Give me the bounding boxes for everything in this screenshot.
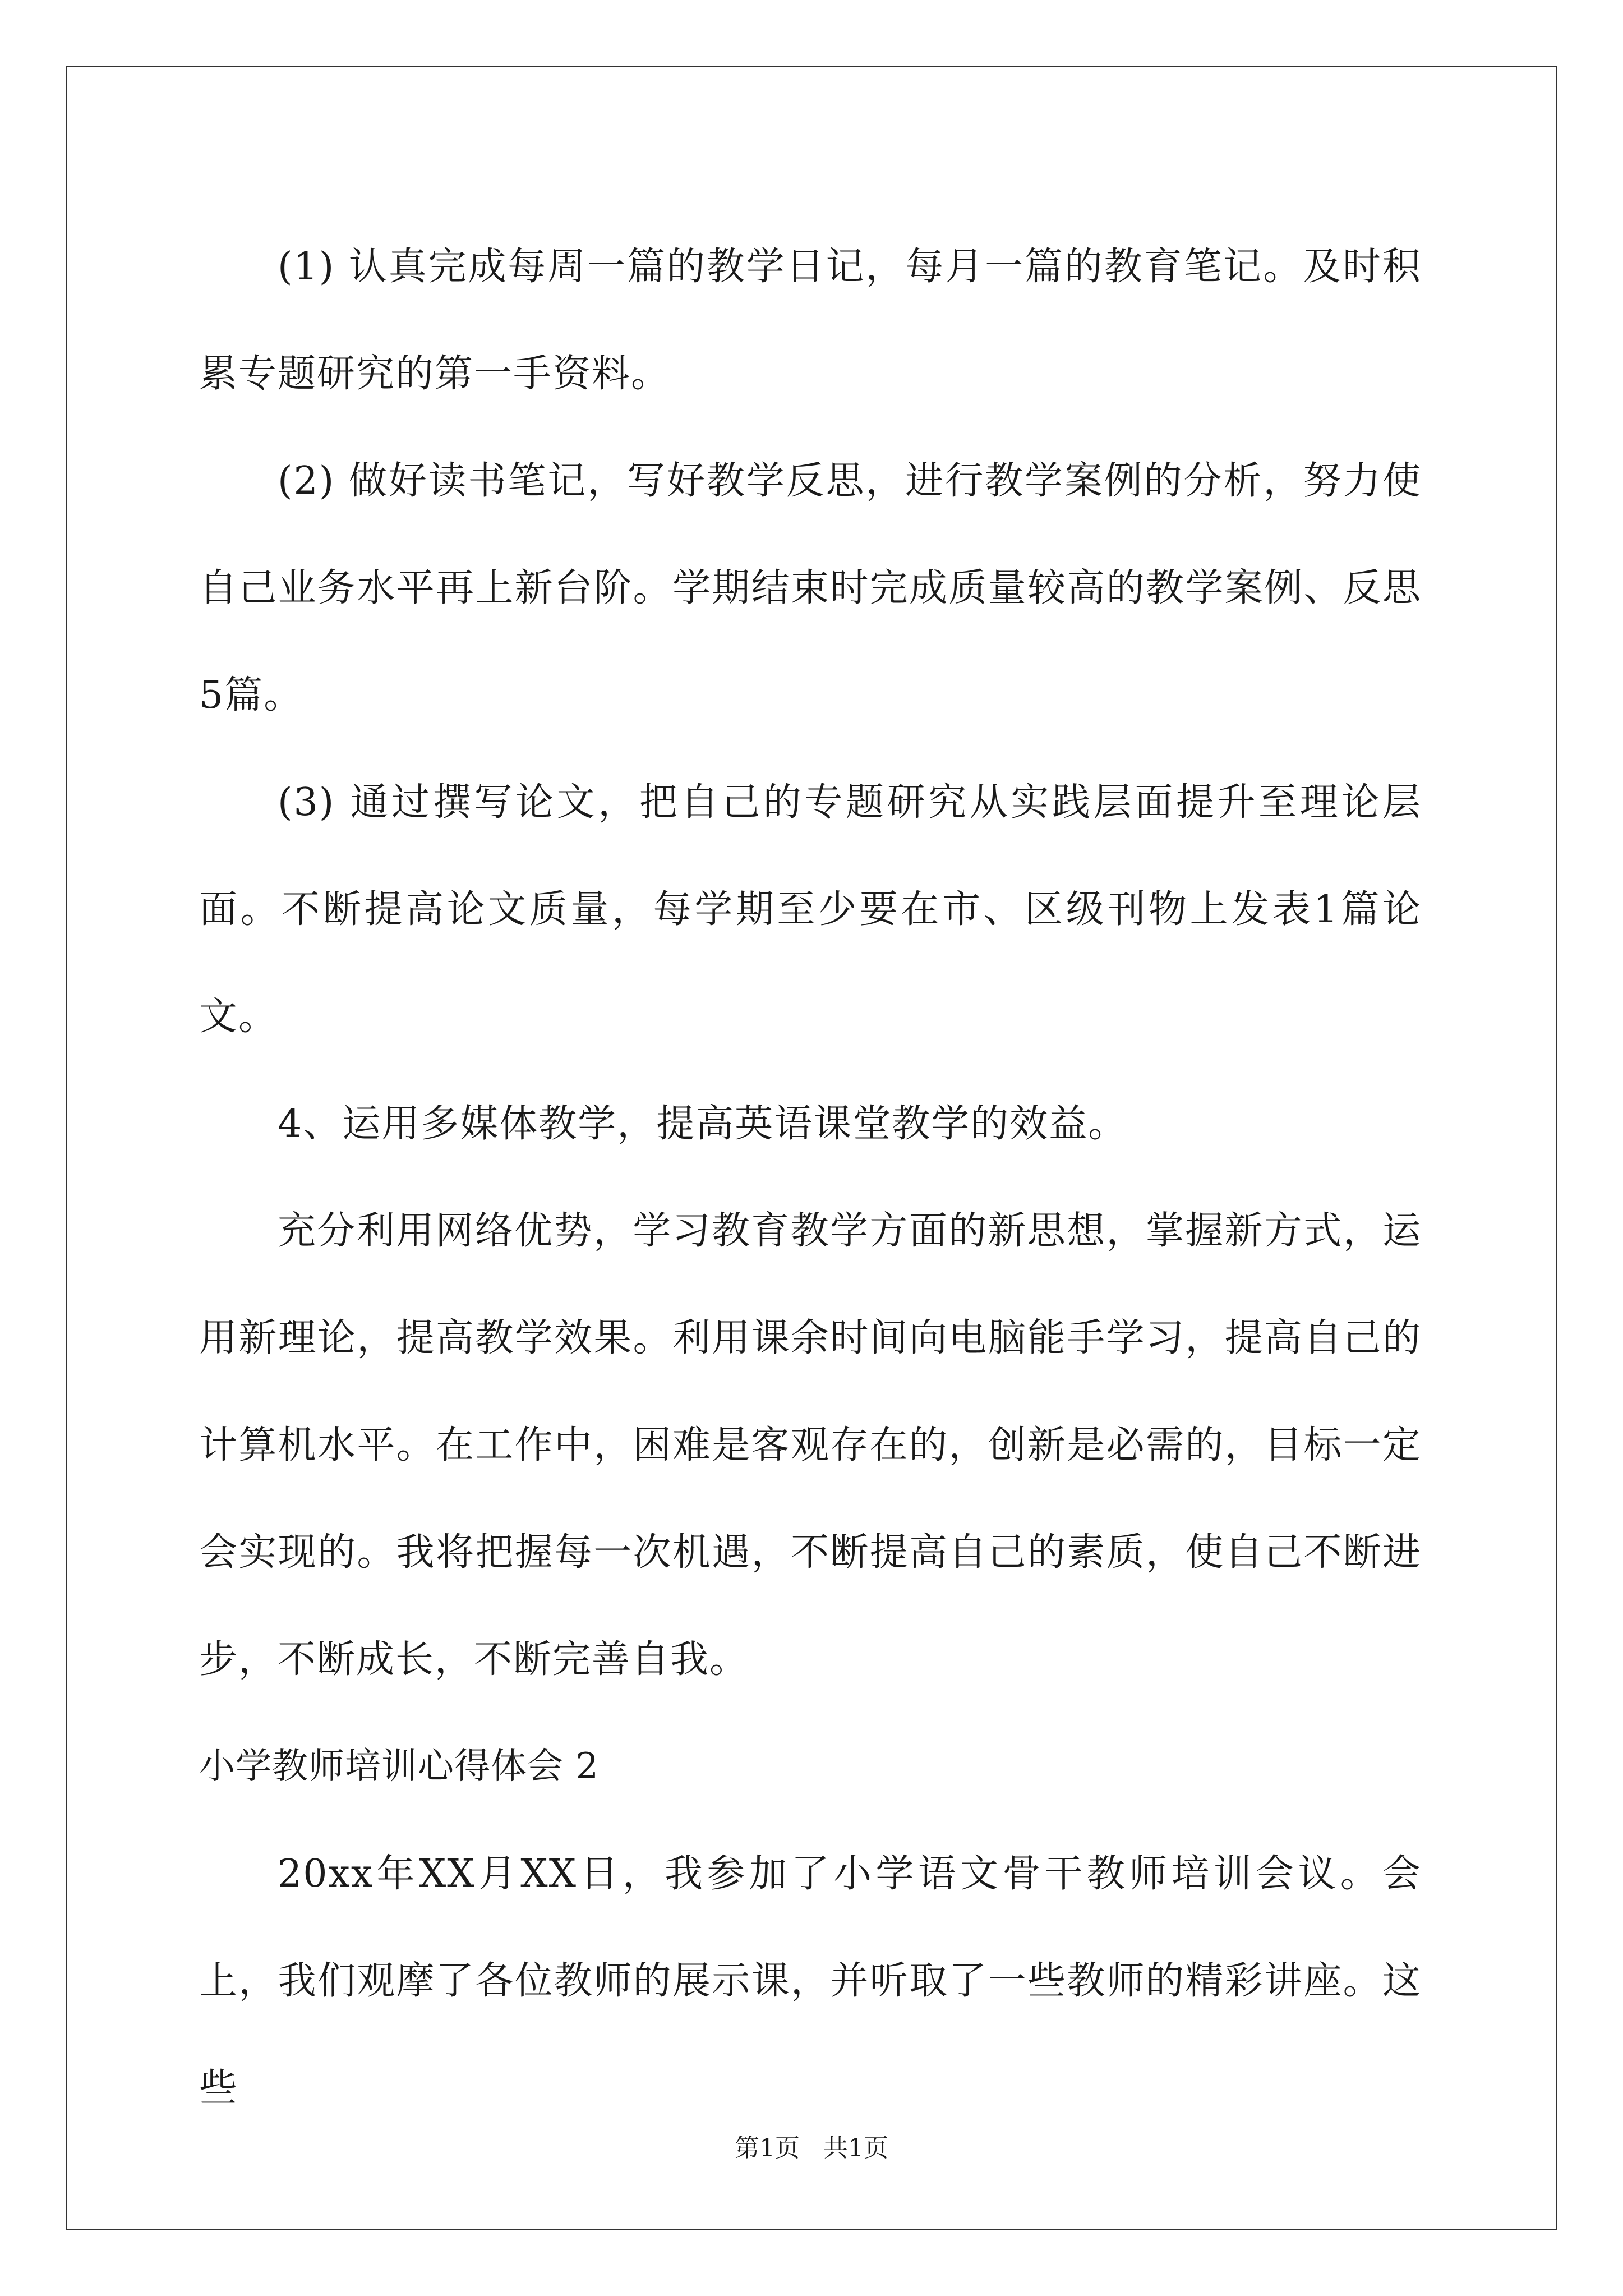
paragraph-2: (2) 做好读书笔记，写好教学反思，进行教学案例的分析，努力使自己业务水平再上新台阶。学期结束时完成质量较高的教学案例、反思5篇。: [199, 459, 1422, 717]
paragraph-4: 4、运用多媒体教学，提高英语课堂教学的效益。: [278, 1102, 1128, 1146]
document-body: [199, 213, 1422, 2142]
paragraph-5: 充分利用网络优势，学习教育教学方面的新思想，掌握新方式，运用新理论，提高教学效果。利用课余时间向电脑能手学习，提高自己的计算机水平。在工作中，困难是客观存在的，创新是必需的，目标一定会实现的。我将把握每一次机遇，不断提高自己的素质，使自己不断进步，不断成长，不断完善自我。: [199, 1209, 1422, 1682]
paragraph-3: (3) 通过撰写论文，把自己的专题研究从实践层面提升至理论层面。不断提高论文质量，每学期至少要在市、区级刊物上发表1篇论文。: [199, 780, 1422, 1039]
paragraph-6: 20xx年XX月XX日，我参加了小学语文骨干教师培训会议。会上，我们观摩了各位教师的展示课，并听取了一些教师的精彩讲座。这些: [199, 1852, 1422, 2110]
section-heading: 小学教师培训心得体会 2: [199, 1746, 600, 1787]
page-number: 第1页: [735, 2134, 800, 2162]
page-footer: [0, 2132, 1623, 2165]
paragraph-1: (1) 认真完成每周一篇的教学日记，每月一篇的教育笔记。及时积累专题研究的第一手资料。: [199, 245, 1422, 396]
page-total: 共1页: [823, 2134, 888, 2162]
